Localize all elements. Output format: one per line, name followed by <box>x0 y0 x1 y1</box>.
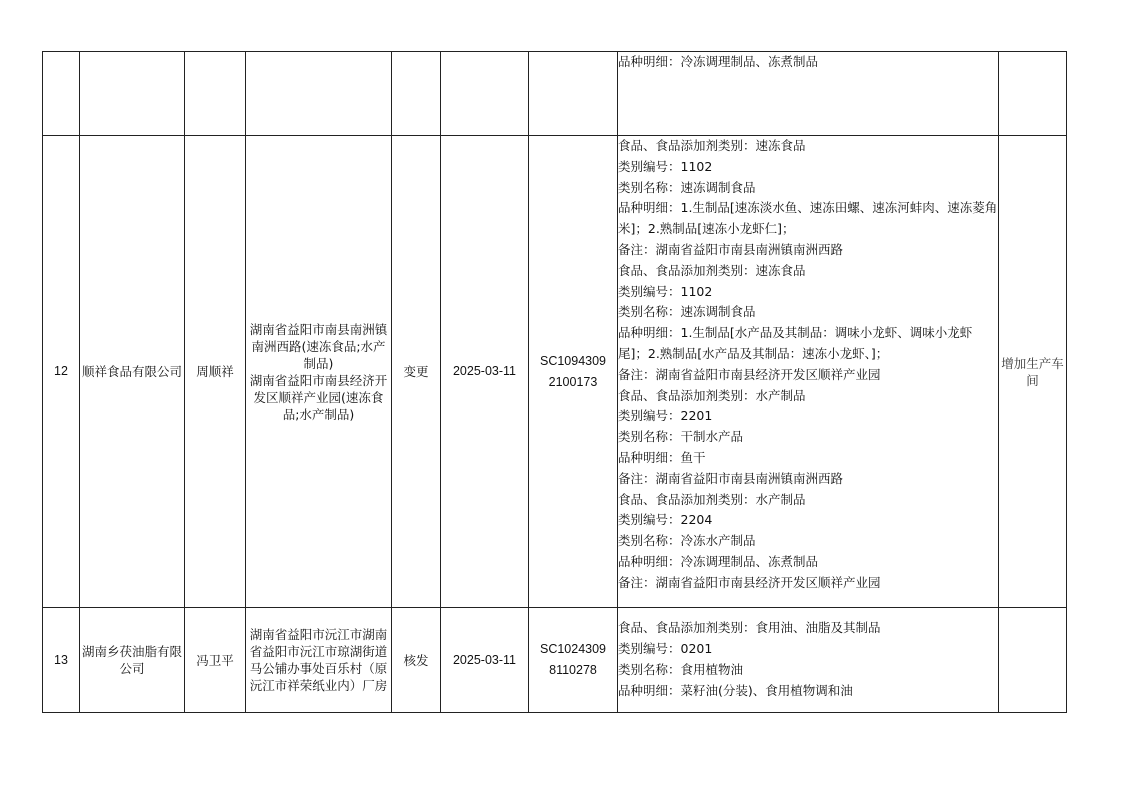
license-type <box>392 52 441 136</box>
issue-date: 2025-03-11 <box>441 608 529 713</box>
company-name: 湖南乡茯油脂有限公司 <box>80 608 185 713</box>
table-row <box>43 52 1067 136</box>
detail-line: 备注：湖南省益阳市南县经济开发区顺祥产业园 <box>618 574 881 590</box>
row-number <box>43 52 80 136</box>
license-number: SC1024309 8110278 <box>529 608 618 713</box>
legal-representative: 冯卫平 <box>185 608 246 713</box>
row-number: 12 <box>43 136 80 608</box>
detail-line: 类别编号：0201 <box>618 641 713 657</box>
issue-date: 2025-03-11 <box>441 136 529 608</box>
license-number: SC1094309 2100173 <box>529 136 618 608</box>
legal-representative <box>185 52 246 136</box>
issue-date <box>441 52 529 136</box>
detail-line: 类别名称：速冻调制食品 <box>618 304 756 320</box>
detail-line: 类别编号：1102 <box>618 158 713 174</box>
detail-line: 备注：湖南省益阳市南县南洲镇南洲西路 <box>618 241 844 257</box>
license-type: 核发 <box>392 608 441 713</box>
detail-line: 食品、食品添加剂类别：速冻食品 <box>618 262 806 278</box>
detail-line: 类别名称：冷冻水产制品 <box>618 533 756 549</box>
detail-cell <box>618 608 999 713</box>
license-type: 变更 <box>392 136 441 608</box>
address-cell: 湖南省益阳市南县南洲镇南洲西路(速冻食品;水产制品) 湖南省益阳市南县经济开发区顺祥产业园(速冻食品;水产制品) <box>246 136 392 608</box>
detail-line: 品种明细：1.生制品[速冻淡水鱼、速冻田螺、速冻河蚌肉、速冻菱角米]；2.熟制品[速冻小龙虾仁]； <box>618 200 998 237</box>
remark-cell <box>999 52 1067 136</box>
detail-cell <box>618 136 999 608</box>
company-name: 顺祥食品有限公司 <box>80 136 185 608</box>
detail-line: 类别编号：1102 <box>618 283 713 299</box>
detail-line: 类别编号：2201 <box>618 408 713 424</box>
remark-cell: 增加生产车间 <box>999 136 1067 608</box>
detail-line: 备注：湖南省益阳市南县经济开发区顺祥产业园 <box>618 366 881 382</box>
remark-cell <box>999 608 1067 713</box>
company-name <box>80 52 185 136</box>
detail-line: 类别名称：干制水产品 <box>618 429 744 445</box>
detail-line: 品种明细：菜籽油(分装)、食用植物调和油 <box>618 682 853 698</box>
legal-representative: 周顺祥 <box>185 136 246 608</box>
detail-cell <box>618 52 999 136</box>
detail-line: 食品、食品添加剂类别：速冻食品 <box>618 138 806 153</box>
detail-line: 品种明细：1.生制品[水产品及其制品：调味小龙虾、调味小龙虾尾]；2.熟制品[水产品及其制品：速冻小龙虾、]； <box>618 325 973 361</box>
detail-line: 备注：湖南省益阳市南县南洲镇南洲西路 <box>618 470 844 486</box>
address-cell: 湖南省益阳市沅江市湖南省益阳市沅江市琼湖街道马公铺办事处百乐村（原沅江市祥荣纸业内）厂房 <box>246 608 392 713</box>
license-table <box>42 51 1067 713</box>
detail-line: 品种明细：鱼干 <box>618 449 706 465</box>
detail-line: 类别名称：食用植物油 <box>618 662 744 677</box>
detail-line: 食品、食品添加剂类别：食用油、油脂及其制品 <box>618 620 881 636</box>
row-number: 13 <box>43 608 80 713</box>
detail-line: 食品、食品添加剂类别：水产制品 <box>618 387 806 403</box>
detail-line: 品种明细：冷冻调理制品、冻煮制品 <box>618 553 819 569</box>
detail-line: 类别名称：速冻调制食品 <box>618 179 756 195</box>
table-row <box>43 136 1067 608</box>
table-row <box>43 608 1067 713</box>
license-number <box>529 52 618 136</box>
detail-line: 类别编号：2204 <box>618 512 713 528</box>
address-cell <box>246 52 392 136</box>
detail-line: 食品、食品添加剂类别：水产制品 <box>618 491 806 507</box>
detail-line: 品种明细：冷冻调理制品、冻煮制品 <box>618 54 819 69</box>
